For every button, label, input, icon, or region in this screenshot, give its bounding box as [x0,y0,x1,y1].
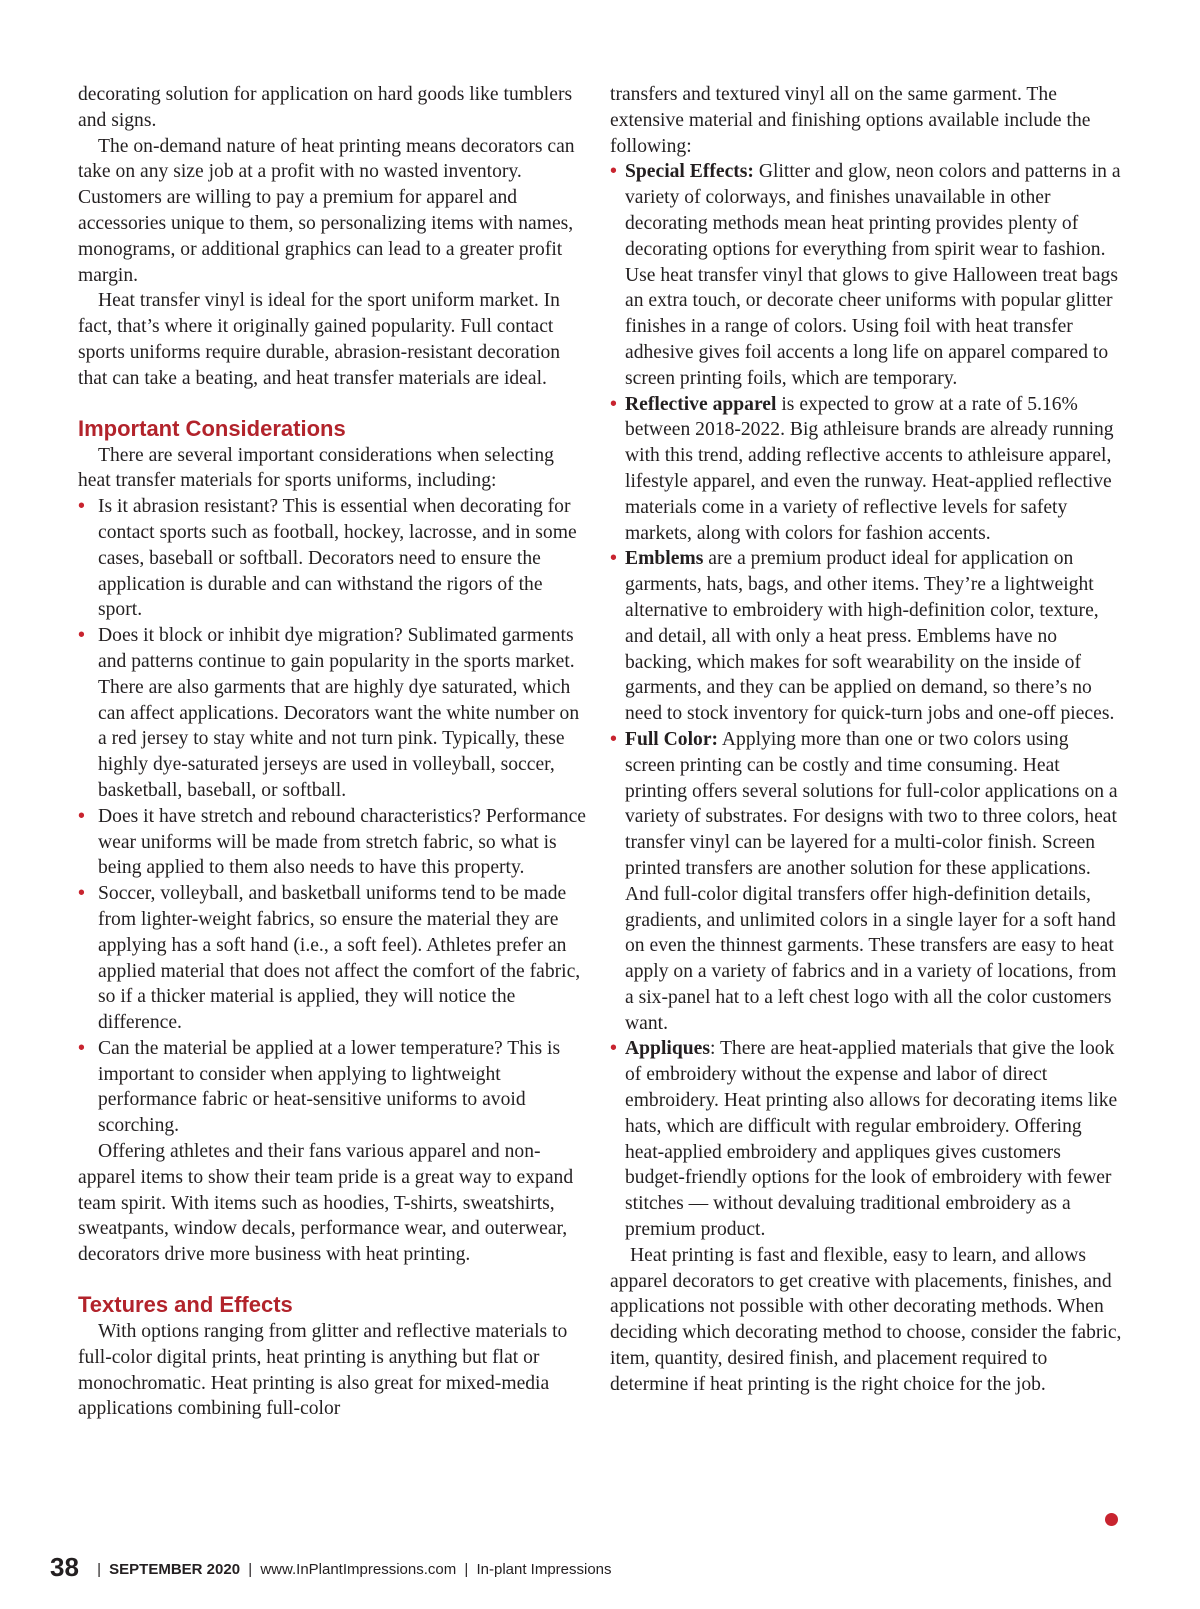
paragraph: With options ranging from glitter and reflective materials to full-color digital prints, heat printing is anything but flat or monochromatic. Heat printing is also great for mixed-media applications combining full-color [78,1321,568,1420]
list-item-text: is expected to grow at a rate of 5.16% between 2018-2022. Big athleisure brands are already running with this trend, adding reflective accents to athleisure apparel, lifestyle apparel, and even the runway. Heat-applied reflective materials come in a variety of reflective levels for safety markets, along with colors for fashion accents. [625,393,1114,544]
paragraph: Offering athletes and their fans various apparel and non-apparel items to show their team pride is a great way to expand team spirit. With items such as hoodies, T-shirts, sweatshirts, sweatpants, window decals, performance wear, and outerwear, decorators drive more business with heat printing. [78,1141,574,1266]
list-item [78,881,586,1036]
bullet-icon: • [78,1037,85,1059]
paragraph: The on-demand nature of heat printing means decorators can take on any size job at a profit with no wasted inventory. Customers are willing to pay a premium for apparel and accessories unique to them, so personalizing items with names, monograms, or additional graphics can lead to a greater profit margin. [78,135,575,286]
list-item [78,494,586,623]
website-link[interactable]: www.InPlantImpressions.com [260,1561,457,1578]
list-item-lead: Reflective apparel [625,393,777,415]
bullet-icon: • [78,625,85,647]
list-item [610,546,1123,727]
list-item-lead: Emblems [625,548,704,570]
list-item-lead: Full Color: [625,728,719,750]
list-item [78,1036,586,1139]
effects-list [610,159,1123,1242]
list-item [610,1036,1123,1242]
considerations-list [78,494,586,1139]
list-item-text: Glitter and glow, neon colors and patterns in a variety of colorways, and finishes unavailable in other decorating methods mean heat printing provides plenty of decorating options for everything from spirit wear to fashion. Use heat transfer vinyl that glows to give Halloween treat bags an extra touch, or decorate cheer uniforms with popular glitter finishes in a range of colors. Using foil with heat transfer adhesive gives foil accents a long life on apparel compared to screen printing foils, which are temporary. [625,161,1121,389]
paragraph: Heat printing is fast and flexible, easy to learn, and allows apparel decorators to get creative with placements, finishes, and applications not possible with other decorating methods. When deciding which decorating method to choose, consider the fabric, item, quantity, desired finish, and placement required to determine if heat printing is the right choice for the job. [610,1244,1122,1395]
paragraph: Heat transfer vinyl is ideal for the sport uniform market. In fact, that’s where it originally gained popularity. Full contact sports uniforms require durable, abrasion-resistant decoration that can take a beating, and heat transfer materials are ideal. [78,290,561,389]
list-item-lead: Appliques [625,1038,710,1060]
list-item-text: Does it have stretch and rebound characteristics? Performance wear uniforms will be made from stretch fabric, so what is being applied to them also needs to have this property. [98,805,586,879]
bullet-icon: • [610,393,617,415]
bullet-icon: • [78,883,85,905]
bullet-icon: • [78,496,85,518]
left-column [78,82,586,1422]
list-item-text: : There are heat-applied materials that give the look of embroidery without the expense and labor of direct embroidery. Heat printing also allows for decorating items like hats, which are difficult with regular embroidery. Offering heat-applied embroidery and appliques gives customers budget-friendly options for the look of embroidery with fewer stitches — without devaluing traditional embroidery as a premium product. [625,1038,1118,1241]
issue-date: SEPTEMBER 2020 [109,1561,241,1578]
list-item-text: Is it abrasion resistant? This is essential when decorating for contact sports such as football, hockey, lacrosse, and in some cases, baseball or softball. Decorators need to ensure the application is durable and can withstand the rigors of the sport. [98,496,577,621]
bullet-icon: • [610,728,617,750]
paragraph: transfers and textured vinyl all on the same garment. The extensive material and finishing options available include the following: [610,84,1091,157]
list-item [610,159,1123,391]
list-item-text: Does it block or inhibit dye migration? Sublimated garments and patterns continue to gain popularity in the sports market. There are also garments that are highly dye saturated, which can affect applications. Decorators want the white number on a red jersey to stay white and not turn pink. Typically, these highly dye-saturated jerseys are used in volleyball, soccer, basketball, baseball, or softball. [98,625,580,801]
page-footer [50,1552,612,1585]
list-item-text: Soccer, volleyball, and basketball uniforms tend to be made from lighter-weight fabrics, so ensure the material they are applying has a soft hand (i.e., a soft feel). Athletes prefer an applied material that does not affect the comfort of the fabric, so if a thicker material is applied, they will notice the difference. [98,883,581,1034]
list-item [78,804,586,881]
page-number: 38 [50,1552,79,1582]
right-column [610,82,1123,1398]
footer-separator: | [97,1561,101,1578]
publication-name: In-plant Impressions [476,1561,612,1578]
bullet-icon: • [610,548,617,570]
list-item [78,623,586,804]
list-item [610,727,1123,1037]
list-item-text: Can the material be applied at a lower temperature? This is important to consider when applying to lightweight performance fabric or heat-sensitive uniforms to avoid scorching. [98,1037,561,1137]
footer-separator: | [464,1561,469,1578]
list-item-text: are a premium product ideal for application on garments, hats, bags, and other items. They’re a lightweight alternative to embroidery with high-definition color, texture, and detail, all with only a heat press. Emblems have no backing, which makes for soft wearability on the inside of garments, and they can be applied on demand, so there’s no need to stock inventory for quick-turn jobs and one-off pieces. [625,548,1115,725]
section-heading-textures-and-effects: Textures and Effects [78,1292,293,1318]
list-item-text: Applying more than one or two colors using screen printing can be costly and time consuming. Heat printing offers several solutions for full-color applications on a variety of substrates. For designs with two to three colors, heat transfer vinyl can be layered for a multi-color finish. Screen printed transfers are another solution for these applications. And full-color digital transfers offer high-definition details, gradients, and unlimited colors in a single layer for a soft hand on even the thinnest garments. These transfers are easy to heat apply on a variety of fabrics and in a variety of locations, from a six-panel hat to a left chest logo with all the color customers want. [625,728,1118,1034]
section-heading-important-considerations: Important Considerations [78,415,346,441]
list-item-lead: Special Effects: [625,161,754,183]
bullet-icon: • [610,1038,617,1060]
footer-separator: | [248,1561,253,1578]
bullet-icon: • [610,161,617,183]
end-of-article-dot-icon [1105,1513,1118,1526]
paragraph: decorating solution for application on hard goods like tumblers and signs. [78,84,573,131]
bullet-icon: • [78,805,85,827]
list-item [610,392,1123,547]
paragraph: There are several important considerations when selecting heat transfer materials for sports uniforms, including: [78,444,554,492]
